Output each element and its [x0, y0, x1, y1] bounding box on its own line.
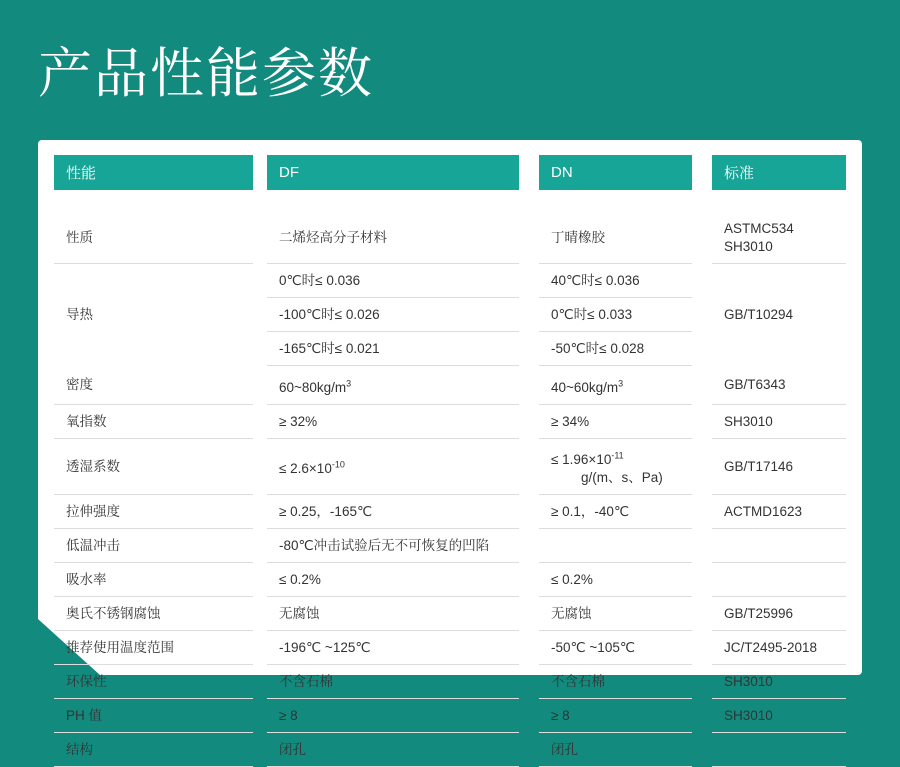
- row-std-yangzhishu: SH3010: [712, 404, 846, 438]
- table-header-row: [54, 155, 846, 190]
- row-std-daore: GB/T10294: [724, 307, 794, 323]
- table-header-dn: DN: [539, 155, 692, 190]
- row-df-jiegou: 闭孔: [267, 733, 519, 767]
- row-std-huanbao: SH3010: [712, 665, 846, 699]
- table-row: [54, 264, 846, 298]
- row-dn-daore-1: 40℃时≤ 0.036: [539, 264, 692, 298]
- row-dn-xishuilv: ≤ 0.2%: [539, 563, 692, 597]
- header-gap-2: [519, 155, 539, 190]
- row-label-yangzhishu: 氧指数: [54, 404, 253, 438]
- row-label-xishuilv: 吸水率: [54, 563, 253, 597]
- row-std-diwen: [712, 529, 846, 563]
- row-std-xingzhi: ASTMC534 SH3010: [712, 212, 846, 264]
- row-df-daore-2: -100℃时≤ 0.026: [267, 298, 519, 332]
- row-dn-jiegou: 闭孔: [539, 733, 692, 767]
- row-df-lashen: ≥ 0.25，-165℃: [267, 495, 519, 529]
- row-df-huanbao: 不含石棉: [267, 665, 519, 699]
- row-df-daore-3: -165℃时≤ 0.021: [267, 332, 519, 366]
- row-df-yangzhishu: ≥ 32%: [267, 404, 519, 438]
- row-std-tuijian: JC/T2495-2018: [712, 631, 846, 665]
- row-df-daore-1: 0℃时≤ 0.036: [267, 264, 519, 298]
- row-df-tuijian: -196℃ ~125℃: [267, 631, 519, 665]
- row-label-diwen: 低温冲击: [54, 529, 253, 563]
- row-df-xishuilv: ≤ 0.2%: [267, 563, 519, 597]
- row-std-toushi: GB/T17146: [712, 438, 846, 495]
- table-header-df: DF: [267, 155, 519, 190]
- table-row: [54, 529, 846, 563]
- table-row: [54, 597, 846, 631]
- row-label-daore: 导热: [66, 307, 93, 323]
- row-label-tuijian: 推荐使用温度范围: [54, 631, 253, 665]
- row-df-toushi-text: ≤ $2.6\times 10^{-10}$: [279, 459, 345, 476]
- row-std-xishuilv: [712, 563, 846, 597]
- header-gap-1: [253, 155, 267, 190]
- row-std-lashen: ACTMD1623: [712, 495, 846, 529]
- row-dn-lashen: ≥ 0.1，-40℃: [539, 495, 692, 529]
- row-df-diwen: -80℃冲击试验后无不可恢复的凹陷: [267, 529, 519, 563]
- row-label-jiegou: 结构: [54, 733, 253, 767]
- row-df-toushi: [267, 438, 519, 495]
- row-dn-diwen: [539, 529, 692, 563]
- row-dn-toushi: [539, 438, 692, 495]
- row-label-aoshi: 奥氏不锈钢腐蚀: [54, 597, 253, 631]
- row-dn-daore-3: -50℃时≤ 0.028: [539, 332, 692, 366]
- row-df-aoshi: 无腐蚀: [267, 597, 519, 631]
- row-dn-ph: ≥ 8: [539, 699, 692, 733]
- row-df-xingzhi: 二烯烃高分子材料: [267, 212, 519, 264]
- row-label-huanbao: 环保性: [54, 665, 253, 699]
- table-row: [54, 366, 846, 405]
- table-row: [54, 665, 846, 699]
- table-row: [54, 495, 846, 529]
- row-df-midu: [267, 366, 519, 405]
- row-dn-midu: [539, 366, 692, 405]
- spec-table-container: [54, 155, 846, 767]
- row-dn-huanbao: 不含石棉: [539, 665, 692, 699]
- table-row: [54, 699, 846, 733]
- row-label-ph: PH 值: [54, 699, 253, 733]
- row-label-xingzhi: 性质: [54, 212, 253, 264]
- row-dn-tuijian: -50℃ ~105℃: [539, 631, 692, 665]
- table-row: [54, 212, 846, 264]
- row-dn-xingzhi: 丁晴橡胶: [539, 212, 692, 264]
- table-row: [54, 404, 846, 438]
- header-gap-3: [692, 155, 712, 190]
- row-label-toushi: 透湿系数: [54, 438, 253, 495]
- row-df-ph: ≥ 8: [267, 699, 519, 733]
- row-dn-toushi-line1: ≤ $1.96\times 10^{-11}$: [551, 450, 624, 467]
- row-std-midu: GB/T6343: [712, 366, 846, 405]
- table-header-performance: 性能: [54, 155, 253, 190]
- row-dn-aoshi: 无腐蚀: [539, 597, 692, 631]
- table-row: [54, 563, 846, 597]
- row-label-midu: 密度: [54, 366, 253, 405]
- page-title: 产品性能参数: [38, 44, 374, 104]
- row-dn-toushi-line2: g/(m、s、Pa): [581, 470, 663, 485]
- spec-table: [54, 155, 846, 767]
- row-dn-daore-2: 0℃时≤ 0.033: [539, 298, 692, 332]
- table-header-standard: 标准: [712, 155, 846, 190]
- row-std-aoshi: GB/T25996: [712, 597, 846, 631]
- table-row: [54, 631, 846, 665]
- row-dn-yangzhishu: ≥ 34%: [539, 404, 692, 438]
- row-label-lashen: 拉伸强度: [54, 495, 253, 529]
- row-std-ph: SH3010: [712, 699, 846, 733]
- table-row: [54, 438, 846, 495]
- row-df-midu-text: $60\sim 80kg/m^3$: [279, 378, 352, 395]
- row-dn-midu-text: $40\sim 60kg/m^3$: [551, 378, 624, 395]
